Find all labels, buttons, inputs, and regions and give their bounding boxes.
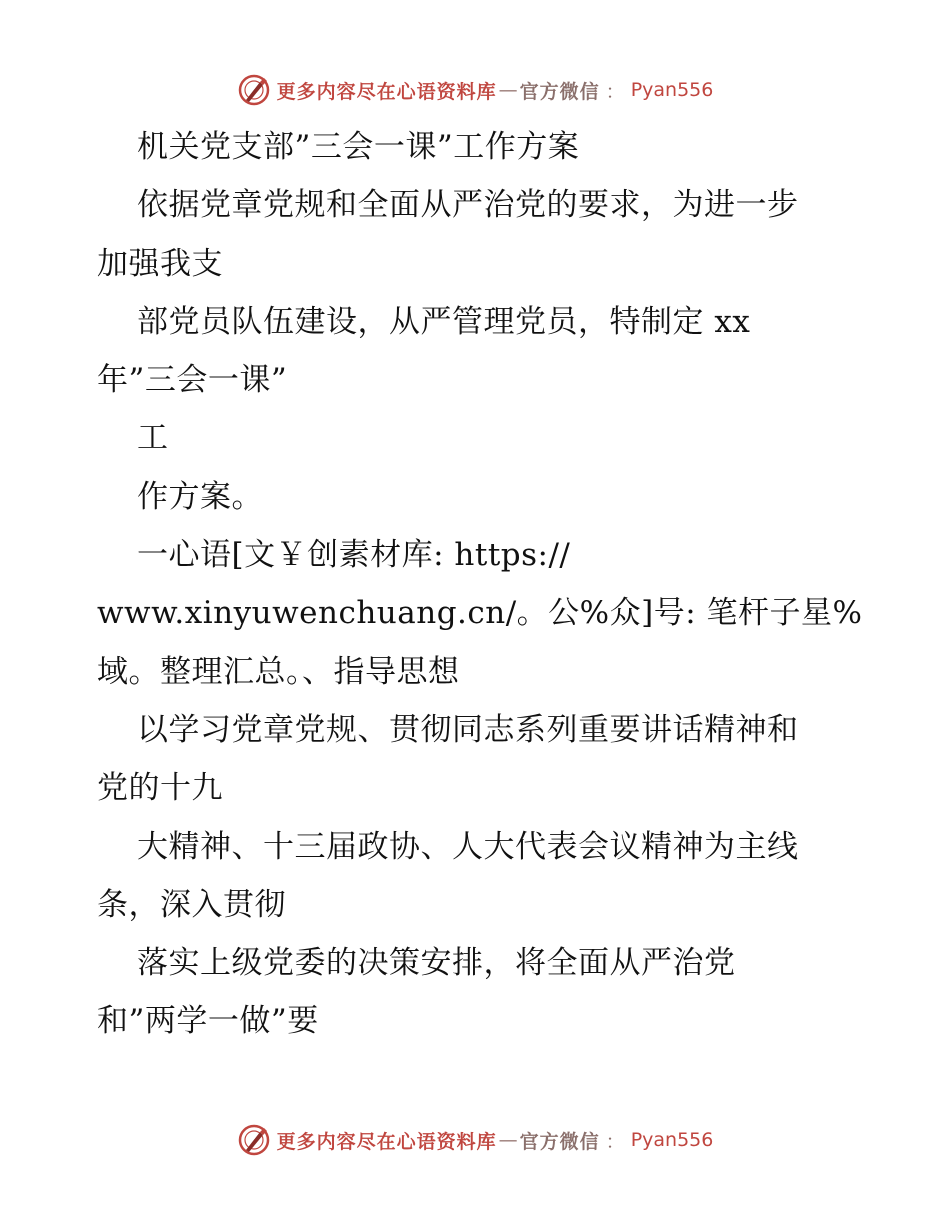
- document-line: 部党员队伍建设，从严管理党员，特制定 xx: [137, 303, 751, 340]
- watermark-banner-bottom: [0, 1120, 950, 1160]
- document-line: 依据党章党规和全面从严治党的要求，为进一步: [137, 187, 799, 224]
- document-line: 年”三会一课”: [97, 362, 288, 399]
- document-line: 和”两学一做”要: [97, 1003, 319, 1040]
- watermark-wechat-id: Pyan556: [630, 1129, 714, 1151]
- document-line: 工: [137, 420, 169, 457]
- document-line: 落实上级党委的决策安排，将全面从严治党: [137, 945, 736, 982]
- watermark-colon: ：: [605, 80, 625, 103]
- document-line: 党的十九: [97, 770, 223, 807]
- watermark-wechat-label: 官方微信: [519, 80, 600, 103]
- document-line: 条，深入贯彻: [97, 886, 286, 923]
- fountain-pen-logo-icon: [237, 73, 271, 107]
- watermark-main-text: 更多内容尽在心语资料库: [276, 1130, 497, 1153]
- document-line: 域。整理汇总。、指导思想: [97, 653, 460, 690]
- watermark-wechat-id: Pyan556: [630, 79, 714, 101]
- watermark-wechat-label: 官方微信: [519, 1130, 600, 1153]
- document-line: 加强我支: [97, 245, 223, 282]
- document-line: 机关党支部”三会一课”工作方案: [137, 129, 580, 165]
- document-line: 大精神、十三届政协、人大代表会议精神为主线: [137, 828, 799, 865]
- watermark-banner-top: [0, 70, 950, 110]
- watermark-dash: —: [498, 1129, 518, 1151]
- fountain-pen-logo-icon: [237, 1123, 271, 1157]
- document-line: www.xinyuwenchuang.cn/。公%众]号: 笔杆子星%: [97, 595, 863, 632]
- watermark-dash: —: [498, 79, 518, 101]
- watermark-main-text: 更多内容尽在心语资料库: [276, 80, 497, 103]
- document-line: 作方案。: [137, 478, 263, 515]
- document-line: 一心语[文￥创素材库: https://: [137, 537, 571, 574]
- watermark-colon: ：: [605, 1130, 625, 1153]
- document-line: 以学习党章党规、贯彻同志系列重要讲话精神和: [137, 711, 799, 748]
- document-body: [97, 118, 877, 1051]
